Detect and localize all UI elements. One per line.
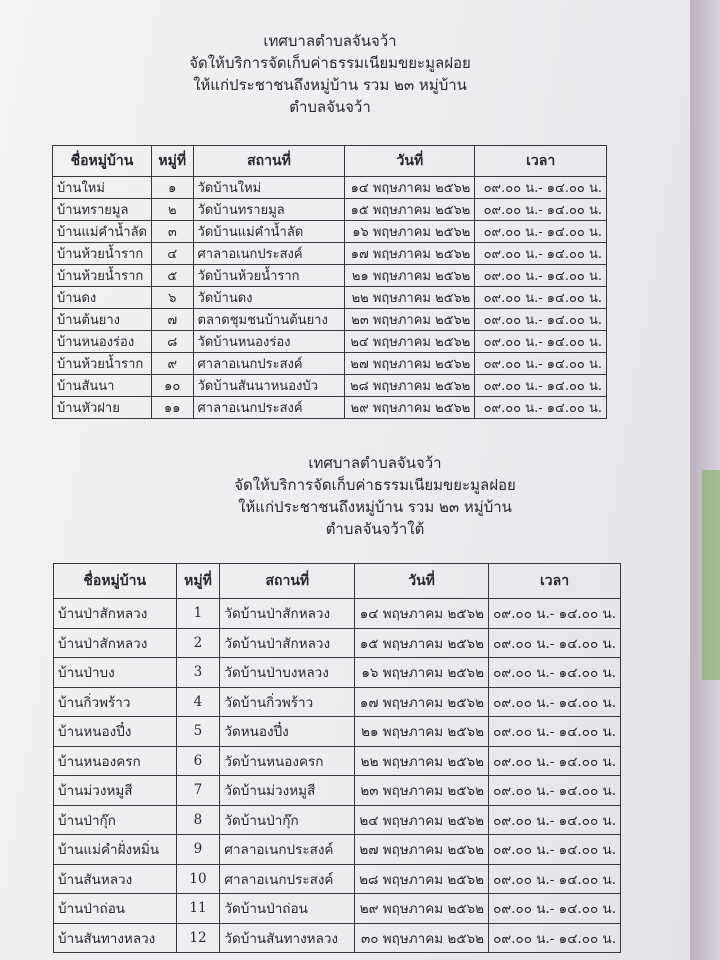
location-cell: วัดบ้านดง xyxy=(193,287,345,309)
section2-heading xyxy=(205,452,545,540)
date-cell: ๑๕ พฤษภาคม ๒๕๖๒ xyxy=(355,628,489,658)
section2-header-row xyxy=(54,564,621,599)
time-cell: ๐๙.๐๐ น.- ๑๔.๐๐ น. xyxy=(489,746,621,776)
village-name-cell: บ้านป่าสักหลวง xyxy=(54,628,177,658)
village-name-cell: บ้านม่วงหมูสี xyxy=(54,776,177,806)
village-name-cell: บ้านต้นยาง xyxy=(53,309,152,331)
table-row xyxy=(54,628,621,658)
date-cell: ๒๑ พฤษภาคม ๒๕๖๒ xyxy=(355,717,489,747)
village-number-cell: ๖ xyxy=(151,287,193,309)
village-name-cell: บ้านหนองร่อง xyxy=(53,331,152,353)
time-cell: ๐๙.๐๐ น.- ๑๔.๐๐ น. xyxy=(475,331,607,353)
date-cell: ๑๖ พฤษภาคม ๒๕๖๒ xyxy=(355,658,489,688)
location-cell: วัดบ้านแม่คำน้ำลัด xyxy=(193,221,345,243)
date-cell: ๒๗ พฤษภาคม ๒๕๖๒ xyxy=(355,835,489,865)
village-number-cell: ๑ xyxy=(151,177,193,199)
time-cell: ๐๙.๐๐ น.- ๑๔.๐๐ น. xyxy=(489,687,621,717)
table-row xyxy=(53,331,607,353)
section1-table xyxy=(52,145,607,419)
village-number-cell: ๕ xyxy=(151,265,193,287)
location-cell: วัดหนองปึ๋ง xyxy=(220,717,355,747)
village-number-cell: ๑๐ xyxy=(151,375,193,397)
location-cell: วัดบ้านป่าถ่อน xyxy=(220,894,355,924)
table-row xyxy=(54,864,621,894)
section1-title-line: เทศบาลตำบลจันจว้า xyxy=(263,32,397,50)
village-name-cell: บ้านใหม่ xyxy=(53,177,152,199)
table-row xyxy=(53,287,607,309)
table-row xyxy=(54,599,621,629)
village-number-cell: 12 xyxy=(176,923,220,953)
village-name-cell: บ้านดง xyxy=(53,287,152,309)
village-number-cell: ๓ xyxy=(151,221,193,243)
location-cell: ศาลาอเนกประสงค์ xyxy=(193,243,345,265)
column-header: หมู่ที่ xyxy=(176,564,220,599)
village-name-cell: บ้านป่ากุ๊ก xyxy=(54,805,177,835)
location-cell: ศาลาอเนกประสงค์ xyxy=(193,397,345,419)
village-name-cell: บ้านห้วยน้ำราก xyxy=(53,353,152,375)
location-cell: วัดบ้านกิ่วพร้าว xyxy=(220,687,355,717)
table-row xyxy=(53,265,607,287)
location-cell: วัดบ้านหนองครก xyxy=(220,746,355,776)
date-cell: ๒๙ พฤษภาคม ๒๕๖๒ xyxy=(345,397,475,419)
table-row xyxy=(54,746,621,776)
village-name-cell: บ้านแม่คำฝั่งหมิ่น xyxy=(54,835,177,865)
location-cell: วัดบ้านป่าสักหลวง xyxy=(220,599,355,629)
village-number-cell: 9 xyxy=(176,835,220,865)
village-number-cell: 7 xyxy=(176,776,220,806)
village-number-cell: 2 xyxy=(176,628,220,658)
village-name-cell: บ้านแม่คำน้ำลัด xyxy=(53,221,152,243)
column-header: วันที่ xyxy=(345,146,475,177)
time-cell: ๐๙.๐๐ น.- ๑๔.๐๐ น. xyxy=(475,265,607,287)
section1-title-line: ตำบลจันจว้า xyxy=(289,98,371,116)
time-cell: ๐๙.๐๐ น.- ๑๔.๐๐ น. xyxy=(475,221,607,243)
village-name-cell: บ้านสันนา xyxy=(53,375,152,397)
village-name-cell: บ้านห้วยน้ำราก xyxy=(53,265,152,287)
section2-title-line: เทศบาลตำบลจันจว้า xyxy=(308,454,442,472)
table-row xyxy=(53,177,607,199)
village-number-cell: 1 xyxy=(176,599,220,629)
table-row xyxy=(53,243,607,265)
table-row xyxy=(53,397,607,419)
time-cell: ๐๙.๐๐ น.- ๑๔.๐๐ น. xyxy=(489,835,621,865)
village-number-cell: 4 xyxy=(176,687,220,717)
village-name-cell: บ้านทรายมูล xyxy=(53,199,152,221)
column-header: เวลา xyxy=(475,146,607,177)
table-row xyxy=(54,923,621,953)
section1-header-row xyxy=(53,146,607,177)
section1-title-line: จัดให้บริการจัดเก็บค่าธรรมเนียมขยะมูลฝอย xyxy=(189,54,471,72)
location-cell: วัดบ้านม่วงหมูสี xyxy=(220,776,355,806)
time-cell: ๐๙.๐๐ น.- ๑๔.๐๐ น. xyxy=(475,177,607,199)
village-name-cell: บ้านหัวฝาย xyxy=(53,397,152,419)
section1-title-line: ให้แก่ประชาชนถึงหมู่บ้าน รวม ๒๓ หมู่บ้าน xyxy=(193,76,467,94)
time-cell: ๐๙.๐๐ น.- ๑๔.๐๐ น. xyxy=(475,353,607,375)
location-cell: ศาลาอเนกประสงค์ xyxy=(220,835,355,865)
date-cell: ๑๖ พฤษภาคม ๒๕๖๒ xyxy=(345,221,475,243)
village-name-cell: บ้านหนองครก xyxy=(54,746,177,776)
village-number-cell: 6 xyxy=(176,746,220,776)
time-cell: ๐๙.๐๐ น.- ๑๔.๐๐ น. xyxy=(489,923,621,953)
date-cell: ๒๒ พฤษภาคม ๒๕๖๒ xyxy=(355,746,489,776)
village-number-cell: 11 xyxy=(176,894,220,924)
table-row xyxy=(53,199,607,221)
village-number-cell: ๒ xyxy=(151,199,193,221)
location-cell: ศาลาอเนกประสงค์ xyxy=(193,353,345,375)
location-cell: วัดบ้านสันทางหลวง xyxy=(220,923,355,953)
location-cell: วัดบ้านทรายมูล xyxy=(193,199,345,221)
date-cell: ๑๔ พฤษภาคม ๒๕๖๒ xyxy=(355,599,489,629)
location-cell: วัดบ้านใหม่ xyxy=(193,177,345,199)
village-name-cell: บ้านห้วยน้ำราก xyxy=(53,243,152,265)
village-name-cell: บ้านสันทางหลวง xyxy=(54,923,177,953)
date-cell: ๒๑ พฤษภาคม ๒๕๖๒ xyxy=(345,265,475,287)
date-cell: ๒๘ พฤษภาคม ๒๕๖๒ xyxy=(345,375,475,397)
village-number-cell: 10 xyxy=(176,864,220,894)
village-number-cell: ๘ xyxy=(151,331,193,353)
location-cell: ตลาดชุมชนบ้านต้นยาง xyxy=(193,309,345,331)
time-cell: ๐๙.๐๐ น.- ๑๔.๐๐ น. xyxy=(475,199,607,221)
date-cell: ๒๘ พฤษภาคม ๒๕๖๒ xyxy=(355,864,489,894)
village-number-cell: ๗ xyxy=(151,309,193,331)
location-cell: ศาลาอเนกประสงค์ xyxy=(220,864,355,894)
village-name-cell: บ้านป่าถ่อน xyxy=(54,894,177,924)
section1-heading xyxy=(150,30,510,118)
column-header: หมู่ที่ xyxy=(151,146,193,177)
table-row xyxy=(53,375,607,397)
date-cell: ๒๒ พฤษภาคม ๒๕๖๒ xyxy=(345,287,475,309)
background-object xyxy=(702,470,720,680)
date-cell: ๓๐ พฤษภาคม ๒๕๖๒ xyxy=(355,923,489,953)
column-header: เวลา xyxy=(489,564,621,599)
time-cell: ๐๙.๐๐ น.- ๑๔.๐๐ น. xyxy=(489,805,621,835)
column-header: สถานที่ xyxy=(193,146,345,177)
time-cell: ๐๙.๐๐ น.- ๑๔.๐๐ น. xyxy=(489,658,621,688)
location-cell: วัดบ้านป่าสักหลวง xyxy=(220,628,355,658)
village-name-cell: บ้านสันหลวง xyxy=(54,864,177,894)
section2-title-line: ให้แก่ประชาชนถึงหมู่บ้าน รวม ๒๓ หมู่บ้าน xyxy=(238,498,512,516)
column-header: สถานที่ xyxy=(220,564,355,599)
location-cell: วัดบ้านป่ากุ๊ก xyxy=(220,805,355,835)
time-cell: ๐๙.๐๐ น.- ๑๔.๐๐ น. xyxy=(489,864,621,894)
table-row xyxy=(53,221,607,243)
date-cell: ๑๗ พฤษภาคม ๒๕๖๒ xyxy=(355,687,489,717)
village-number-cell: ๔ xyxy=(151,243,193,265)
time-cell: ๐๙.๐๐ น.- ๑๔.๐๐ น. xyxy=(475,243,607,265)
table-row xyxy=(54,805,621,835)
village-number-cell: 8 xyxy=(176,805,220,835)
time-cell: ๐๙.๐๐ น.- ๑๔.๐๐ น. xyxy=(489,776,621,806)
time-cell: ๐๙.๐๐ น.- ๑๔.๐๐ น. xyxy=(489,599,621,629)
location-cell: วัดบ้านสันนาหนองบัว xyxy=(193,375,345,397)
table-row xyxy=(53,309,607,331)
date-cell: ๒๗ พฤษภาคม ๒๕๖๒ xyxy=(345,353,475,375)
section2-title-line: จัดให้บริการจัดเก็บค่าธรรมเนียมขยะมูลฝอย xyxy=(234,476,516,494)
time-cell: ๐๙.๐๐ น.- ๑๔.๐๐ น. xyxy=(475,397,607,419)
time-cell: ๐๙.๐๐ น.- ๑๔.๐๐ น. xyxy=(475,309,607,331)
table-row xyxy=(54,717,621,747)
date-cell: ๑๔ พฤษภาคม ๒๕๖๒ xyxy=(345,177,475,199)
column-header: ชื่อหมู่บ้าน xyxy=(54,564,177,599)
village-name-cell: บ้านป่าบง xyxy=(54,658,177,688)
date-cell: ๒๔ พฤษภาคม ๒๕๖๒ xyxy=(355,805,489,835)
table-row xyxy=(54,776,621,806)
location-cell: วัดบ้านห้วยน้ำราก xyxy=(193,265,345,287)
table-row xyxy=(53,353,607,375)
location-cell: วัดบ้านป่าบงหลวง xyxy=(220,658,355,688)
date-cell: ๒๙ พฤษภาคม ๒๕๖๒ xyxy=(355,894,489,924)
date-cell: ๒๓ พฤษภาคม ๒๕๖๒ xyxy=(345,309,475,331)
section2-title-line: ตำบลจันจว้าใต้ xyxy=(325,520,425,538)
table-row xyxy=(54,835,621,865)
date-cell: ๑๗ พฤษภาคม ๒๕๖๒ xyxy=(345,243,475,265)
village-number-cell: 3 xyxy=(176,658,220,688)
column-header: ชื่อหมู่บ้าน xyxy=(53,146,152,177)
time-cell: ๐๙.๐๐ น.- ๑๔.๐๐ น. xyxy=(489,894,621,924)
column-header: วันที่ xyxy=(355,564,489,599)
village-number-cell: ๑๑ xyxy=(151,397,193,419)
village-number-cell: 5 xyxy=(176,717,220,747)
location-cell: วัดบ้านหนองร่อง xyxy=(193,331,345,353)
section1-table-body xyxy=(53,177,607,419)
table-row xyxy=(54,658,621,688)
time-cell: ๐๙.๐๐ น.- ๑๔.๐๐ น. xyxy=(475,375,607,397)
section2-table-body xyxy=(54,599,621,953)
time-cell: ๐๙.๐๐ น.- ๑๔.๐๐ น. xyxy=(489,628,621,658)
table-row xyxy=(54,894,621,924)
village-name-cell: บ้านกิ่วพร้าว xyxy=(54,687,177,717)
time-cell: ๐๙.๐๐ น.- ๑๔.๐๐ น. xyxy=(489,717,621,747)
village-name-cell: บ้านป่าสักหลวง xyxy=(54,599,177,629)
section2-table xyxy=(53,563,621,953)
village-number-cell: ๙ xyxy=(151,353,193,375)
date-cell: ๒๓ พฤษภาคม ๒๕๖๒ xyxy=(355,776,489,806)
date-cell: ๒๔ พฤษภาคม ๒๕๖๒ xyxy=(345,331,475,353)
village-name-cell: บ้านหนองปึ๋ง xyxy=(54,717,177,747)
table-row xyxy=(54,687,621,717)
time-cell: ๐๙.๐๐ น.- ๑๔.๐๐ น. xyxy=(475,287,607,309)
date-cell: ๑๕ พฤษภาคม ๒๕๖๒ xyxy=(345,199,475,221)
